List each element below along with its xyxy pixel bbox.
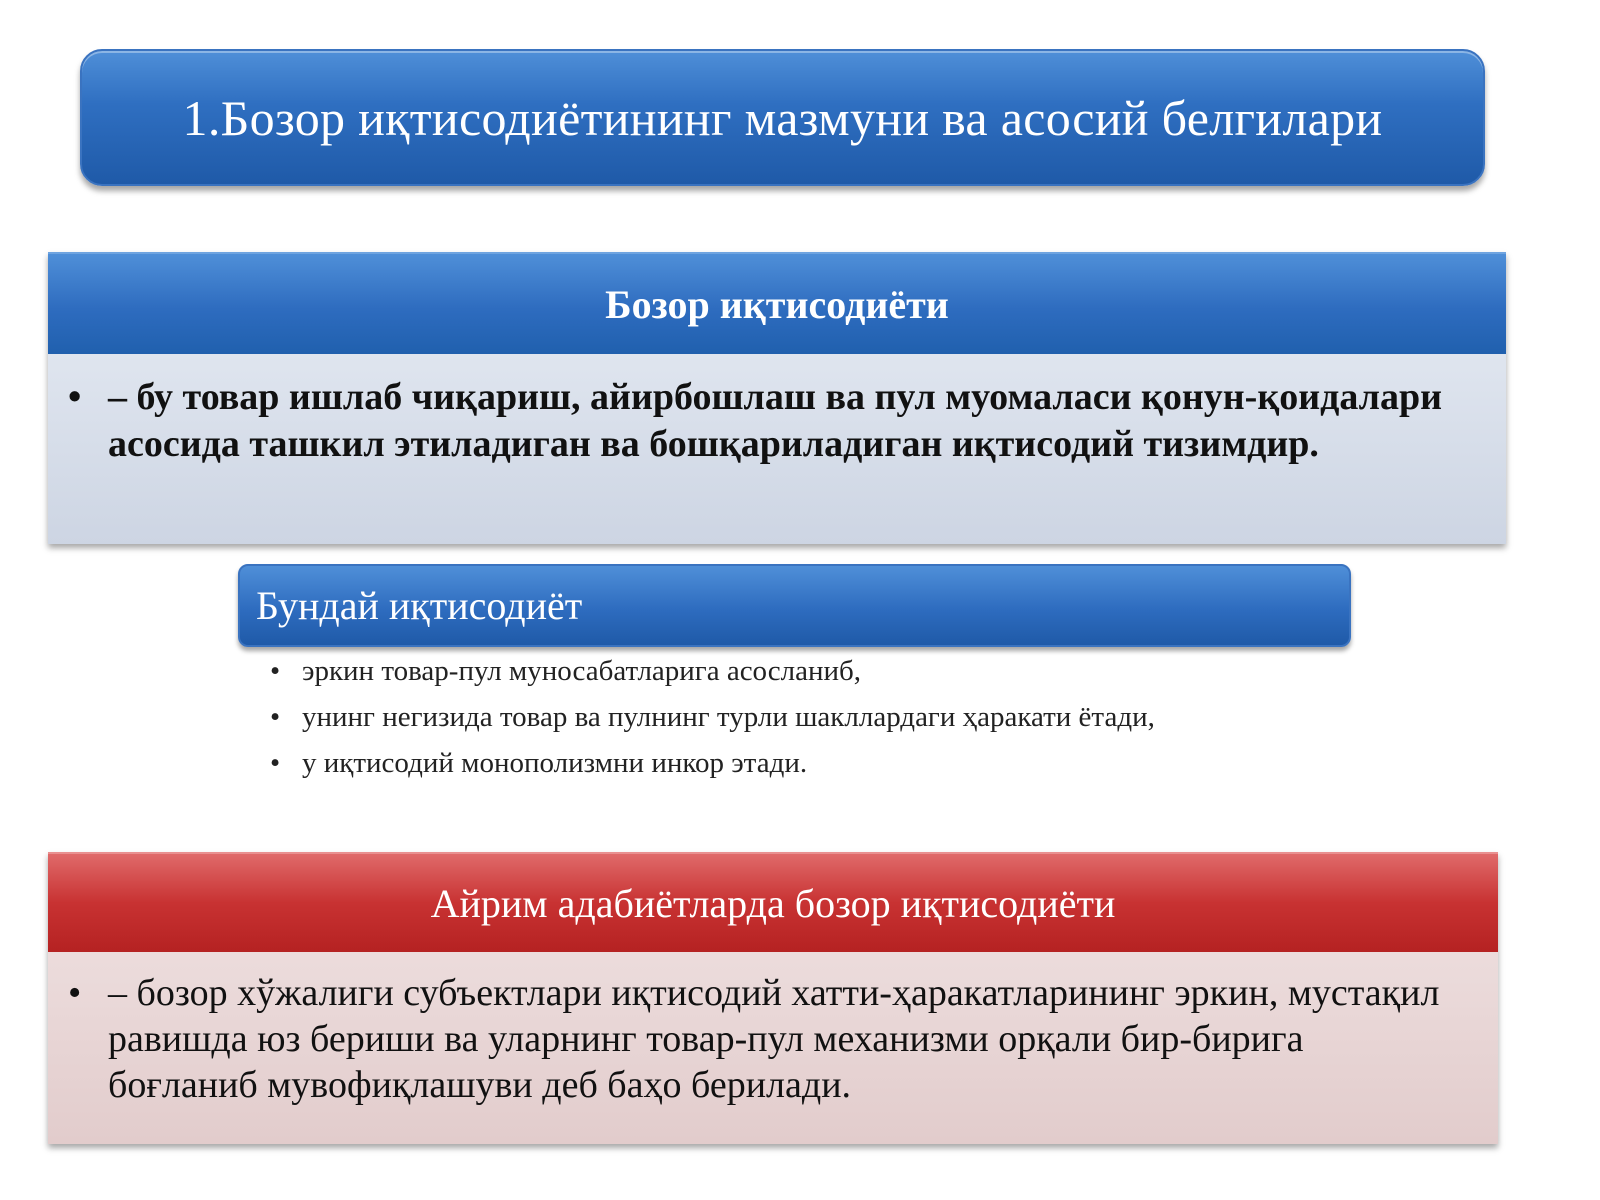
list-item-text: эркин товар-пул муносабатларига асосланиб, (302, 655, 862, 687)
alternative-text: – бозор хўжалиги субъектлари иқтисодий хатти-ҳаракатларининг эркин, мустақил равишда юз бериши ва уларнинг товар-пул механизми орқали бир-бирига боғланиб мувофиқлашуви деб баҳо берилади. (108, 972, 1440, 1106)
list-item (270, 744, 1310, 782)
alternative-block (48, 852, 1498, 1144)
alternative-header (48, 852, 1498, 952)
slide-title (80, 49, 1485, 186)
features-list (270, 652, 1310, 790)
list-item-text: у иқтисодий монополизмни инкор этади. (302, 747, 808, 779)
alternative-body (48, 952, 1498, 1144)
bullet-icon: • (270, 747, 281, 779)
definition-body (48, 354, 1506, 544)
bullet-icon: • (270, 701, 281, 733)
definition-header (48, 252, 1506, 354)
slide-title-text: 1.Бозор иқтисодиётининг мазмуни ва асосий белгилари (182, 89, 1383, 146)
alternative-header-text: Айрим адабиётларда бозор иқтисодиёти (430, 880, 1116, 926)
bullet-icon: • (68, 376, 82, 418)
features-header (238, 564, 1351, 647)
bullet-icon: • (270, 655, 281, 687)
definition-block (48, 252, 1506, 544)
list-item (270, 652, 1310, 690)
list-item (270, 698, 1310, 736)
features-header-text: Бундай иқтисодиёт (256, 583, 583, 628)
list-item-text: унинг негизида товар ва пулнинг турли шакллардаги ҳаракати ётади, (302, 701, 1155, 733)
definition-text: – бу товар ишлаб чиқариш, айирбошлаш ва пул муомаласи қонун-қоидалари асосида ташкил этиладиган ва бошқариладиган иқтисодий тизимдир. (108, 376, 1443, 465)
definition-header-text: Бозор иқтисодиёти (605, 281, 949, 327)
bullet-icon: • (68, 972, 82, 1014)
